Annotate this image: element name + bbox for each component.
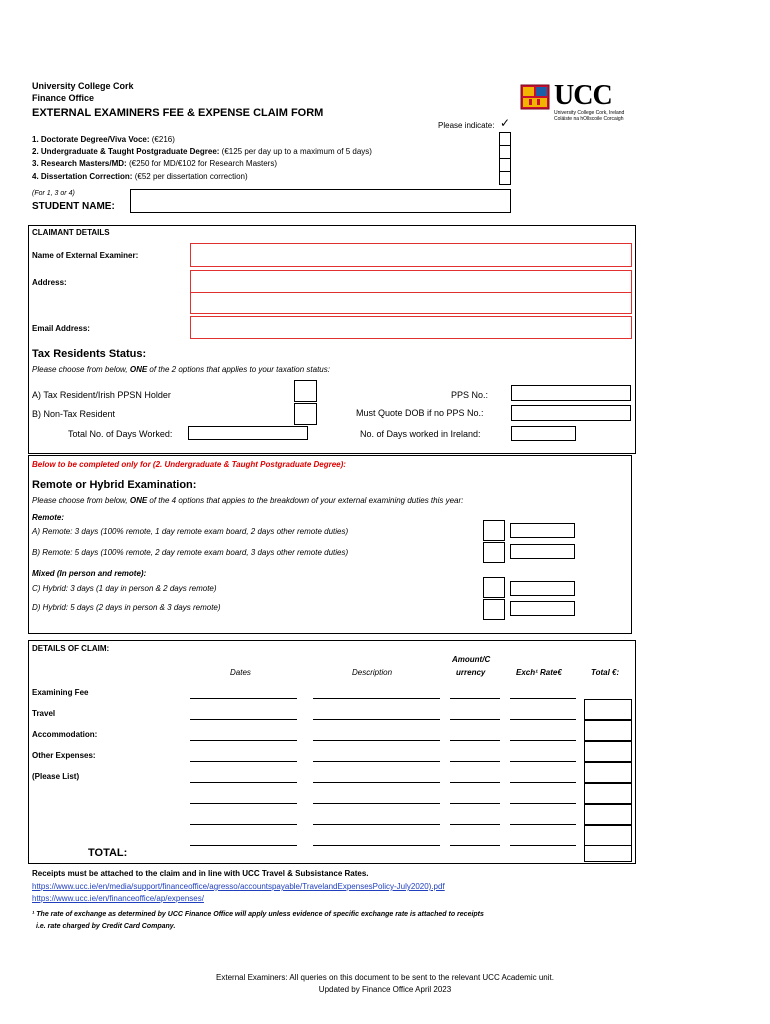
claim-date-line[interactable] bbox=[190, 845, 297, 846]
row-other-expenses: Other Expenses: bbox=[32, 751, 96, 760]
remote-option-c-checkbox[interactable] bbox=[483, 577, 505, 598]
claim-total-cell[interactable] bbox=[584, 720, 632, 741]
category-1: 1. Doctorate Degree/Viva Voce: (€216) bbox=[32, 135, 175, 144]
col-description: Description bbox=[352, 668, 393, 677]
email-field[interactable] bbox=[190, 316, 632, 339]
claim-amount-line[interactable] bbox=[450, 698, 500, 699]
remote-option-b-checkbox[interactable] bbox=[483, 542, 505, 563]
updated-note: Updated by Finance Office April 2023 bbox=[318, 985, 452, 994]
remote-option-a: A) Remote: 3 days (100% remote, 1 day remote exam board, 2 days other remote duties) bbox=[32, 527, 349, 536]
claim-amount-line[interactable] bbox=[450, 803, 500, 804]
claim-section-title: DETAILS OF CLAIM: bbox=[32, 644, 110, 653]
student-name-label: STUDENT NAME: bbox=[32, 201, 115, 212]
row-please-list: (Please List) bbox=[32, 772, 80, 781]
remote-banner: Below to be completed only for (2. Undergraduate & Taught Postgraduate Degree): bbox=[32, 460, 346, 469]
claim-date-line[interactable] bbox=[190, 824, 297, 825]
days-ireland-field[interactable] bbox=[511, 426, 576, 441]
logo-sub-en: University College Cork, Ireland bbox=[554, 110, 625, 116]
days-worked-label: Total No. of Days Worked: bbox=[68, 429, 173, 439]
claim-total-cell[interactable] bbox=[584, 762, 632, 783]
claim-date-line[interactable] bbox=[190, 761, 297, 762]
claim-total-cell[interactable] bbox=[584, 741, 632, 762]
claim-description-line[interactable] bbox=[313, 761, 440, 762]
examiner-name-field[interactable] bbox=[190, 243, 632, 267]
dob-label: Must Quote DOB if no PPS No.: bbox=[356, 408, 484, 418]
org-office: Finance Office bbox=[32, 93, 95, 103]
address-line-1-field[interactable] bbox=[190, 270, 632, 293]
category-2: 2. Undergraduate & Taught Postgraduate Degree: (€125 per day up to a maximum of 5 days) bbox=[32, 147, 372, 156]
col-amount-1: Amount/C bbox=[452, 655, 491, 664]
days-worked-field[interactable] bbox=[188, 426, 308, 440]
ucc-logo bbox=[520, 82, 640, 122]
address-line-2-field[interactable] bbox=[190, 292, 632, 314]
claim-rate-line[interactable] bbox=[510, 740, 576, 741]
claim-amount-line[interactable] bbox=[450, 845, 500, 846]
remote-option-b-field[interactable] bbox=[510, 544, 575, 559]
claim-date-line[interactable] bbox=[190, 803, 297, 804]
claim-description-line[interactable] bbox=[313, 719, 440, 720]
col-dates: Dates bbox=[230, 668, 251, 677]
ucc-crest-icon bbox=[520, 84, 550, 112]
claim-rate-line[interactable] bbox=[510, 761, 576, 762]
tax-option-a-checkbox[interactable] bbox=[294, 380, 317, 402]
col-total: Total €: bbox=[591, 668, 620, 677]
category-4-checkbox[interactable] bbox=[499, 171, 511, 185]
remote-title: Remote or Hybrid Examination: bbox=[32, 479, 197, 491]
remote-option-b: B) Remote: 5 days (100% remote, 2 day remote exam board, 3 days other remote duties) bbox=[32, 548, 349, 557]
examiner-name-label: Name of External Examiner: bbox=[32, 251, 139, 260]
form-title: EXTERNAL EXAMINERS FEE & EXPENSE CLAIM FORM bbox=[32, 107, 324, 119]
total-label: TOTAL: bbox=[88, 847, 128, 859]
check-icon: ✓ bbox=[500, 116, 511, 130]
claim-date-line[interactable] bbox=[190, 740, 297, 741]
footnote-line-1: ¹ The rate of exchange as determined by UCC Finance Office will apply unless evidence of specific exchange rate is attached to receipts bbox=[32, 911, 484, 918]
col-amount-2: urrency bbox=[456, 668, 486, 677]
claim-amount-line[interactable] bbox=[450, 719, 500, 720]
mixed-heading: Mixed (In person and remote): bbox=[32, 569, 147, 578]
logo-sub-ga: Coláiste na hOllscoile Corcaigh bbox=[554, 116, 624, 122]
claim-description-line[interactable] bbox=[313, 782, 440, 783]
remote-option-a-field[interactable] bbox=[510, 523, 575, 538]
expenses-link[interactable]: https://www.ucc.ie/en/financeoffice/ap/expenses/ bbox=[32, 894, 204, 903]
remote-option-d-checkbox[interactable] bbox=[483, 599, 505, 620]
claim-date-line[interactable] bbox=[190, 698, 297, 699]
col-rate: Exch¹ Rate€ bbox=[516, 668, 562, 677]
remote-option-d-field[interactable] bbox=[510, 601, 575, 616]
category-3: 3. Research Masters/MD: (€250 for MD/€102 for Research Masters) bbox=[32, 159, 278, 168]
claim-total-cell[interactable] bbox=[584, 699, 632, 720]
dob-field[interactable] bbox=[511, 405, 631, 421]
tax-option-b-checkbox[interactable] bbox=[294, 403, 317, 425]
student-note: (For 1, 3 or 4) bbox=[32, 190, 75, 197]
claim-date-line[interactable] bbox=[190, 719, 297, 720]
footnote-line-2: i.e. rate charged by Credit Card Company. bbox=[36, 923, 176, 930]
category-3-checkbox[interactable] bbox=[499, 158, 511, 172]
claim-date-line[interactable] bbox=[190, 782, 297, 783]
claim-rate-line[interactable] bbox=[510, 824, 576, 825]
claim-description-line[interactable] bbox=[313, 740, 440, 741]
claim-total-cell[interactable] bbox=[584, 804, 632, 825]
claim-description-line[interactable] bbox=[313, 824, 440, 825]
claim-amount-line[interactable] bbox=[450, 761, 500, 762]
claim-description-line[interactable] bbox=[313, 698, 440, 699]
tax-instruction: Please choose from below, ONE of the 2 options that applies to your taxation status: bbox=[32, 365, 330, 374]
claim-amount-line[interactable] bbox=[450, 824, 500, 825]
student-name-field[interactable] bbox=[130, 189, 511, 213]
remote-heading: Remote: bbox=[32, 513, 65, 522]
category-4: 4. Dissertation Correction: (€52 per dissertation correction) bbox=[32, 172, 248, 181]
claim-rate-line[interactable] bbox=[510, 698, 576, 699]
receipts-note: Receipts must be attached to the claim and in line with UCC Travel & Subsistance Rates. bbox=[32, 869, 369, 878]
claim-rate-line[interactable] bbox=[510, 782, 576, 783]
row-accommodation: Accommodation: bbox=[32, 730, 98, 739]
logo-text: UCC bbox=[554, 80, 612, 111]
pps-field[interactable] bbox=[511, 385, 631, 401]
pps-label: PPS No.: bbox=[451, 390, 489, 400]
claim-amount-line[interactable] bbox=[450, 782, 500, 783]
remote-instruction: Please choose from below, ONE of the 4 options that appies to the breakdown of your external examining duties this year: bbox=[32, 496, 464, 505]
claim-rate-line[interactable] bbox=[510, 845, 576, 846]
tax-option-a-label: A) Tax Resident/Irish PPSN Holder bbox=[32, 390, 171, 400]
claim-rate-line[interactable] bbox=[510, 803, 576, 804]
claimant-section-title: CLAIMANT DETAILS bbox=[32, 228, 110, 237]
category-1-checkbox[interactable] bbox=[499, 132, 511, 146]
org-name: University College Cork bbox=[32, 81, 134, 91]
remote-option-d: D) Hybrid: 5 days (2 days in person & 3 days remote) bbox=[32, 603, 221, 612]
please-indicate-label: Please indicate: bbox=[438, 121, 495, 130]
days-ireland-label: No. of Days worked in Ireland: bbox=[360, 429, 481, 439]
row-examining-fee: Examining Fee bbox=[32, 688, 89, 697]
tax-option-b-label: B) Non-Tax Resident bbox=[32, 409, 116, 419]
claim-description-line[interactable] bbox=[313, 845, 440, 846]
grand-total-field[interactable] bbox=[584, 845, 632, 862]
remote-option-c-field[interactable] bbox=[510, 581, 575, 596]
email-label: Email Address: bbox=[32, 324, 90, 333]
claim-total-cell[interactable] bbox=[584, 825, 632, 846]
remote-option-c: C) Hybrid: 3 days (1 day in person & 2 days remote) bbox=[32, 584, 217, 593]
queries-note: External Examiners: All queries on this document to be sent to the relevant UCC Academic unit. bbox=[216, 973, 554, 982]
category-2-checkbox[interactable] bbox=[499, 145, 511, 159]
claim-amount-line[interactable] bbox=[450, 740, 500, 741]
remote-option-a-checkbox[interactable] bbox=[483, 520, 505, 541]
claim-rate-line[interactable] bbox=[510, 719, 576, 720]
claim-total-cell[interactable] bbox=[584, 783, 632, 804]
row-travel: Travel bbox=[32, 709, 56, 718]
claim-description-line[interactable] bbox=[313, 803, 440, 804]
address-label: Address: bbox=[32, 278, 67, 287]
travel-policy-link[interactable]: https://www.ucc.ie/en/media/support/financeoffice/agresso/accountspayable/TravelandExpensesPolicy-July2020).pdf bbox=[32, 882, 445, 891]
tax-status-title: Tax Residents Status: bbox=[32, 348, 147, 360]
